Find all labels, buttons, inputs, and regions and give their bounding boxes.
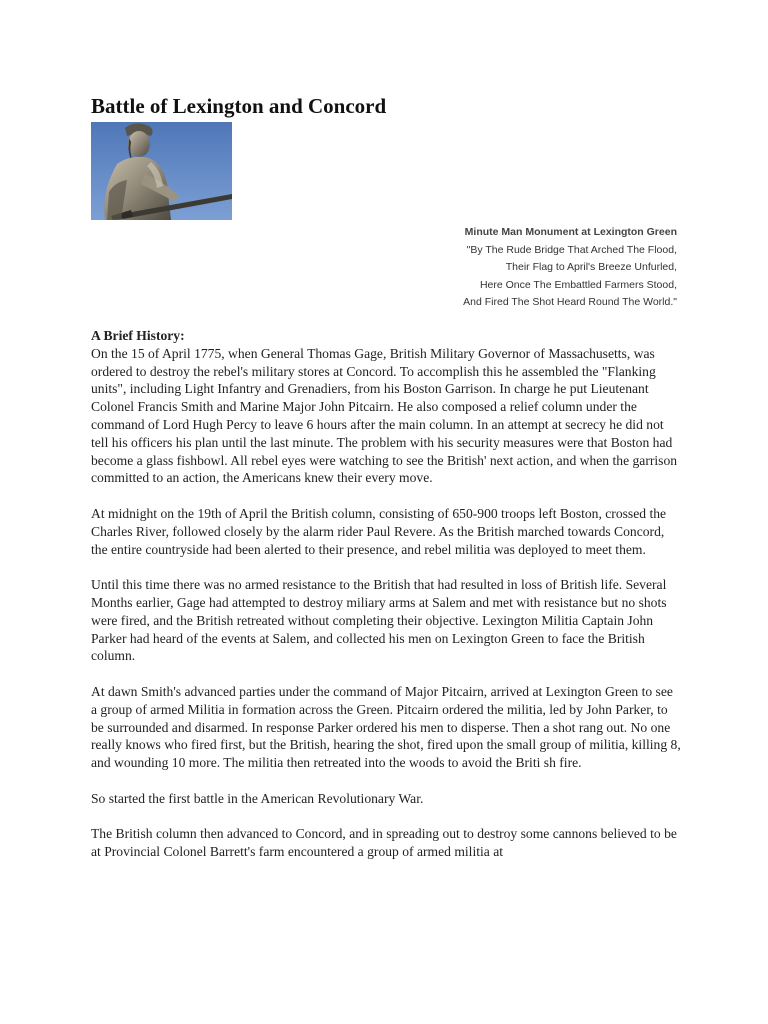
caption-title: Minute Man Monument at Lexington Green bbox=[464, 226, 677, 238]
minute-man-statue-image bbox=[91, 122, 232, 220]
history-section bbox=[91, 327, 681, 879]
section-heading: A Brief History: bbox=[91, 328, 185, 343]
body-paragraph: On the 15 of April 1775, when General Thomas Gage, British Military Governor of Massachusetts, was ordered to destroy the rebel's military stores at Concord. To accomplish this he assembled the "Flanking units", including Light Infantry and Grenadiers, from his Boston Garrison. In charge he put Lieutenant Colonel Francis Smith and Marine Major John Pitcairn. He also composed a relief column under the command of Lord Hugh Percy to leave 6 hours after the main column. In an attempt at secrecy he did not tell his officers his plan until the last minute. The problem with his security measures were that Boston had become a glass fishbowl. All rebel eyes were watching to see the British' next action, and when the garrison committed to an action, the Americans knew their every move. bbox=[91, 345, 678, 486]
image-caption bbox=[317, 224, 677, 312]
caption-verse-line: "By The Rude Bridge That Arched The Flood, bbox=[466, 243, 677, 256]
caption-verse-line: And Fired The Shot Heard Round The World." bbox=[463, 296, 677, 308]
caption-verse-line: Their Flag to April's Breeze Unfurled, bbox=[505, 261, 677, 273]
body-paragraph: So started the first battle in the American Revolutionary War. bbox=[91, 790, 424, 806]
body-paragraph: Until this time there was no armed resistance to the British that had resulted in loss of British life. Several Months earlier, Gage had attempted to destroy miliary arms at Salem and met with resistance but no shots were fired, and the British retreated without completing their objective. Lexington Militia Captain John Parker had heard of the events at Salem, and collected his men on Lexington Green to face the British column. bbox=[91, 577, 667, 664]
caption-verse-line: Here Once The Embattled Farmers Stood, bbox=[479, 278, 677, 291]
body-paragraph: At dawn Smith's advanced parties under the command of Major Pitcairn, arrived at Lexington Green to see a group of armed Militia in formation across the Green. Pitcairn ordered the militia, led by John Parker, to be surrounded and disarmed. In response Parker ordered his men to disperse. Then a shot rang out. No one really knows who fired first, but the British, hearing the shot, fired upon the small group of militia, killing 8, and wounding 10 more. The militia then retreated into the woods to avoid the Briti sh fire. bbox=[91, 683, 681, 771]
body-paragraph: The British column then advanced to Concord, and in spreading out to destroy some cannons believed to be at Provincial Colonel Barrett's farm encountered a group of armed militia at bbox=[91, 826, 677, 860]
page-title: Battle of Lexington and Concord bbox=[91, 94, 387, 118]
body-paragraph: At midnight on the 19th of April the British column, consisting of 650-900 troops left Boston, crossed the Charles River, followed closely by the alarm rider Paul Revere. As the British marched towards Concord, the entire countryside had been alerted to their presence, and rebel militia was deployed to meet them. bbox=[91, 505, 667, 557]
